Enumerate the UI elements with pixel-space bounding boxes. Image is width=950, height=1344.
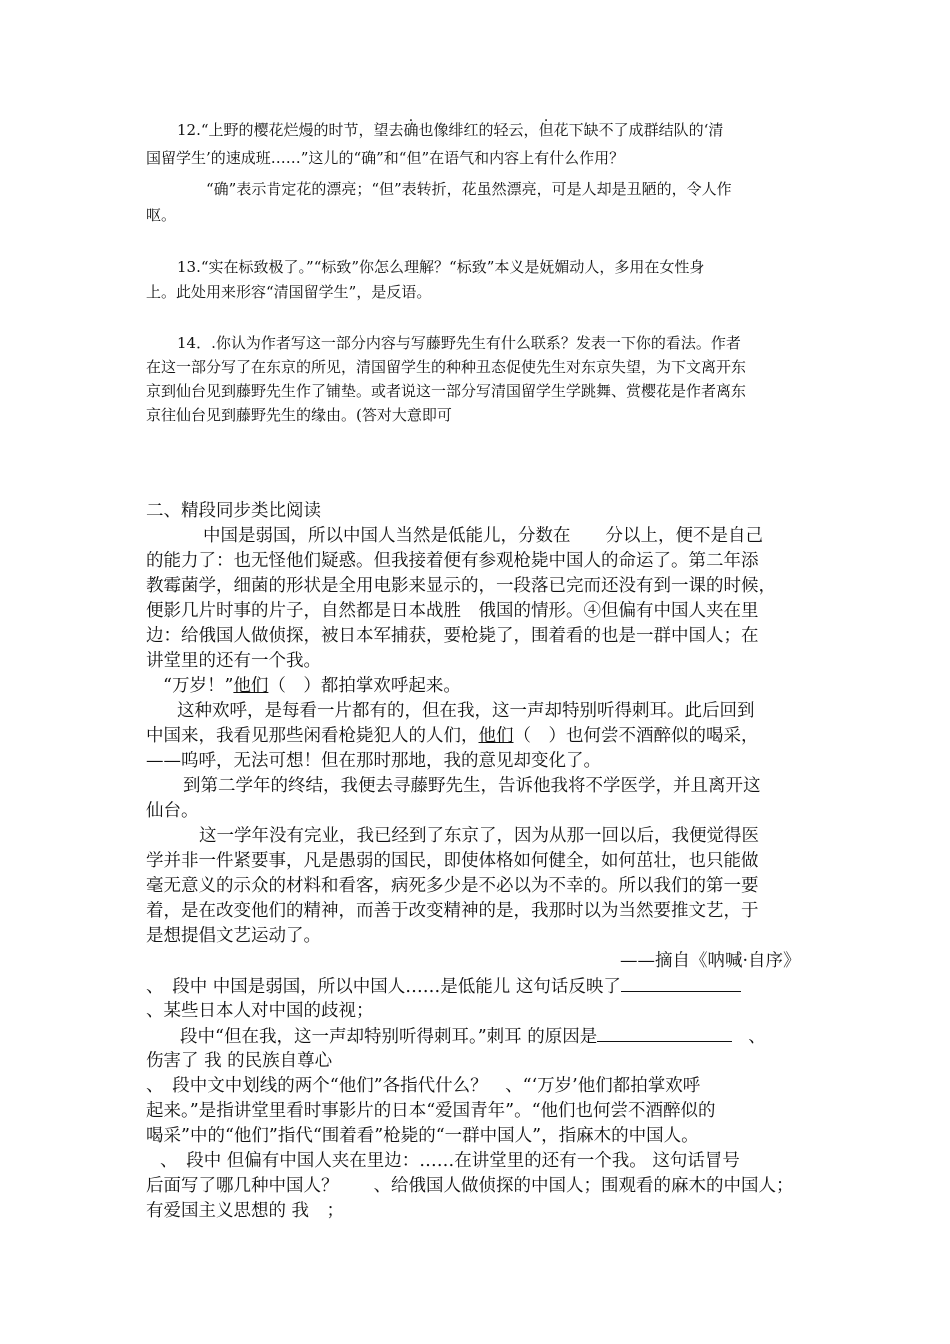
- answer-blank: [597, 1024, 732, 1042]
- passage-line: 的能力了：也无怪他们疑惑。但我接着便有参观枪毙中国人的命运了。第二年添: [146, 551, 759, 571]
- passage-line: 中国是弱国，所以中国人当然是低能儿，分数在 分以上，便不是自己: [203, 526, 763, 546]
- q12-answer-line-2: 呕。: [146, 206, 177, 224]
- passage-line: 着，是在改变他们的精神，而善于改变精神的是，我那时以为当然要推文艺，于: [146, 901, 759, 921]
- passage-line: 中国来，我看见那些闲看枪毙犯人的人们，他们（ ）也何尝不酒醉似的喝采，: [146, 726, 759, 746]
- question-1-line-1: 、 段中 中国是弱国，所以中国人……是低能儿 这句话反映了: [146, 974, 741, 1000]
- q13-line-2: 上。此处用来形容“清国留学生”，是反语。: [146, 283, 432, 301]
- question-3-line-2: 起来。”是指讲堂里看时事影片的日本“爱国青年”。“他们也何尝不酒醉似的: [146, 1101, 716, 1121]
- q14-line-3: 京到仙台见到藤野先生作了铺垫。或者说这一部分写清国留学生学跳舞、赏樱花是作者离东: [146, 382, 747, 400]
- section-title: 二、精段同步类比阅读: [146, 501, 321, 521]
- question-4-line-2: 后面写了哪几种中国人？ 、给俄国人做侦探的中国人；围观看的麻木的中国人；: [146, 1176, 794, 1196]
- passage-line-wansui: “万岁！”他们（ ）都拍掌欢呼起来。: [163, 676, 461, 696]
- answer-blank: [621, 974, 741, 992]
- passage-line: 到第二学年的终结，我便去寻藤野先生，告诉他我将不学医学，并且离开这: [183, 776, 761, 796]
- passage-line: 这种欢呼，是每看一片都有的，但在我，这一声却特别听得刺耳。此后回到: [177, 701, 755, 721]
- q14-line-4: 京往仙台见到藤野先生的缘由。(答对大意即可: [146, 406, 452, 424]
- question-2-line-2: 伤害了 我 的民族自尊心: [146, 1051, 333, 1071]
- passage-line: 仙台。: [146, 801, 199, 821]
- q12-answer-line-1: “确”表示肯定花的漂亮；“但”表转折，花虽然漂亮，可是人却是丑陋的，令人作: [206, 180, 732, 198]
- q12-line-1: 12.“上野的樱花烂熳的时节，望去确也像绯红的轻云，但花下缺不了成群结队的‘清: [177, 121, 724, 139]
- passage-line: 毫无意义的示众的材料和看客，病死多少是不必以为不幸的。所以我们的第一要: [146, 876, 759, 896]
- passage-line: 这一学年没有完业，我已经到了东京了，因为从那一回以后，我便觉得医: [199, 826, 759, 846]
- q12-line-2: 国留学生’的速成班……”这儿的“确”和“但”在语气和内容上有什么作用？: [146, 149, 625, 167]
- q14-line-1: 14．.你认为作者写这一部分内容与写藤野先生有什么联系？发表一下你的看法。作者: [177, 334, 741, 352]
- passage-line: 便影几片时事的片子，自然都是日本战胜 俄国的情形。④但偏有中国人夹在里: [146, 601, 759, 621]
- passage-line: 讲堂里的还有一个我。: [146, 651, 321, 671]
- question-2-line-1: 段中“但在我，这一声却特别听得刺耳。”刺耳 的原因是 、: [180, 1024, 766, 1050]
- passage-line: ——呜呼，无法可想！但在那时那地，我的意见却变化了。: [146, 751, 601, 771]
- passage-line: 是想提倡文艺运动了。: [146, 926, 321, 946]
- question-4-line-3: 有爱国主义思想的 我 ；: [146, 1201, 345, 1221]
- question-1-line-2: 、某些日本人对中国的歧视；: [146, 1001, 374, 1021]
- underlined-they: 他们: [233, 676, 269, 696]
- passage-line: 教霉菌学，细菌的形状是全用电影来显示的，一段落已完而还没有到一课的时候，: [146, 576, 776, 596]
- passage-source: ——摘自《呐喊·自序》: [620, 951, 801, 971]
- passage-line: 边：给俄国人做侦探，被日本军捕获，要枪毙了，围着看的也是一群中国人；在: [146, 626, 759, 646]
- question-3-line-1: 、 段中文中划线的两个“他们”各指代什么？ 、“‘万岁’他们都拍掌欢呼: [146, 1076, 701, 1096]
- q13-line-1: 13.“实在标致极了。”“标致”你怎么理解？“标致”本义是妩媚动人，多用在女性身: [177, 258, 705, 276]
- q14-line-2: 在这一部分写了在东京的所见，清国留学生的种种丑态促使先生对东京失望，为下文离开东: [146, 358, 747, 376]
- question-4-line-1: 、 段中 但偏有中国人夹在里边：……在讲堂里的还有一个我。 这句话冒号: [160, 1151, 740, 1171]
- passage-line: 学并非一件紧要事，凡是愚弱的国民，即使体格如何健全，如何茁壮，也只能做: [146, 851, 759, 871]
- underlined-they: 他们: [478, 726, 514, 746]
- question-3-line-3: 喝采”中的“他们”指代“围着看”枪毙的“一群中国人”，指麻木的中国人。: [146, 1126, 699, 1146]
